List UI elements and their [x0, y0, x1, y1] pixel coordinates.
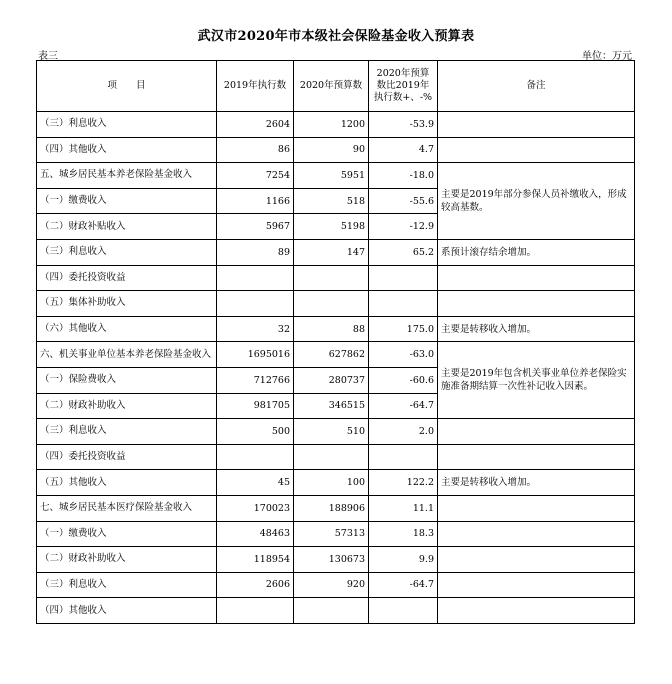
- row-ratio: 18.3: [369, 521, 438, 547]
- row-exec: 118954: [217, 547, 294, 573]
- table-tag: 表三: [38, 51, 58, 62]
- row-exec: 170023: [217, 495, 294, 521]
- row-remark: [438, 598, 635, 624]
- row-exec: 712766: [217, 367, 294, 393]
- table-row: [37, 521, 635, 547]
- row-name: （五）集体补助收入: [37, 291, 217, 317]
- row-ratio: 2.0: [369, 419, 438, 445]
- row-exec: [217, 265, 294, 291]
- row-budget: 518: [294, 188, 369, 214]
- page-title: 武汉市2020年市本级社会保险基金收入预算表: [197, 29, 475, 44]
- row-exec: 45: [217, 470, 294, 496]
- row-ratio: [369, 444, 438, 470]
- row-ratio: 11.1: [369, 495, 438, 521]
- remark-pension-public: 主要是2019年包含机关事业单位养老保险实施准备期结算一次性补记收入因素。: [438, 342, 635, 419]
- row-exec: 32: [217, 316, 294, 342]
- row-ratio: 9.9: [369, 547, 438, 573]
- row-ratio: 65.2: [369, 239, 438, 265]
- header-budget-2020: 2020年预算数: [294, 61, 369, 112]
- row-budget: [294, 291, 369, 317]
- row-name: （四）委托投资收益: [37, 444, 217, 470]
- row-budget: [294, 265, 369, 291]
- remark-pension-rural: 主要是2019年部分参保人员补缴收入，形成较高基数。: [438, 163, 635, 240]
- row-remark: [438, 444, 635, 470]
- row-name: （四）委托投资收益: [37, 265, 217, 291]
- table-row: [37, 265, 635, 291]
- row-name: （三）利息收入: [37, 112, 217, 138]
- table-row: [37, 239, 635, 265]
- row-ratio: -64.7: [369, 393, 438, 419]
- row-ratio: 4.7: [369, 137, 438, 163]
- row-remark: [438, 547, 635, 573]
- row-exec: 1166: [217, 188, 294, 214]
- row-name: 六、机关事业单位基本养老保险基金收入: [37, 342, 217, 368]
- remark-transfer-2: 主要是转移收入增加。: [438, 470, 635, 496]
- row-exec: 1695016: [217, 342, 294, 368]
- table-row: [37, 163, 635, 189]
- table-row: [37, 572, 635, 598]
- row-exec: 7254: [217, 163, 294, 189]
- income-budget-table: [36, 60, 635, 624]
- row-exec: [217, 444, 294, 470]
- row-ratio: 175.0: [369, 316, 438, 342]
- row-budget: 510: [294, 419, 369, 445]
- row-ratio: -55.6: [369, 188, 438, 214]
- row-exec: 500: [217, 419, 294, 445]
- table-row: [37, 112, 635, 138]
- table-row: [37, 316, 635, 342]
- row-name: （四）其他收入: [37, 137, 217, 163]
- row-name: （二）财政补助收入: [37, 547, 217, 573]
- row-remark: [438, 495, 635, 521]
- row-exec: 48463: [217, 521, 294, 547]
- row-ratio: -63.0: [369, 342, 438, 368]
- header-exec-2019: 2019年执行数: [217, 61, 294, 112]
- row-name: （一）缴费收入: [37, 521, 217, 547]
- row-budget: [294, 444, 369, 470]
- row-exec: 2606: [217, 572, 294, 598]
- table-row: [37, 342, 635, 368]
- row-ratio: [369, 598, 438, 624]
- table-row: [37, 547, 635, 573]
- row-remark: [438, 572, 635, 598]
- row-exec: [217, 598, 294, 624]
- row-ratio: 122.2: [369, 470, 438, 496]
- table-row: [37, 419, 635, 445]
- row-remark: [438, 419, 635, 445]
- table-row: [37, 444, 635, 470]
- row-name: （五）其他收入: [37, 470, 217, 496]
- row-budget: 1200: [294, 112, 369, 138]
- row-exec: 981705: [217, 393, 294, 419]
- row-name: 七、城乡居民基本医疗保险基金收入: [37, 495, 217, 521]
- row-exec: 89: [217, 239, 294, 265]
- row-exec: 2604: [217, 112, 294, 138]
- remark-transfer-1: 主要是转移收入增加。: [438, 316, 635, 342]
- row-ratio: -64.7: [369, 572, 438, 598]
- table-row: [37, 598, 635, 624]
- remark-rolling-interest: 系预计滚存结余增加。: [438, 239, 635, 265]
- header-remark: 备注: [438, 61, 635, 112]
- row-budget: 57313: [294, 521, 369, 547]
- header-ratio: 2020年预算数比2019年执行数+、-%: [369, 61, 438, 112]
- unit-label: 单位：万元: [582, 51, 632, 62]
- row-name: （一）缴费收入: [37, 188, 217, 214]
- row-budget: 100: [294, 470, 369, 496]
- row-budget: 346515: [294, 393, 369, 419]
- row-remark: [438, 137, 635, 163]
- row-budget: 147: [294, 239, 369, 265]
- row-name: （四）其他收入: [37, 598, 217, 624]
- row-remark: [438, 521, 635, 547]
- row-budget: 627862: [294, 342, 369, 368]
- table-row: [37, 495, 635, 521]
- row-ratio: [369, 291, 438, 317]
- row-exec: 5967: [217, 214, 294, 240]
- row-exec: [217, 291, 294, 317]
- row-ratio: -53.9: [369, 112, 438, 138]
- table-row: [37, 470, 635, 496]
- table-row: [37, 137, 635, 163]
- row-budget: 90: [294, 137, 369, 163]
- row-ratio: -12.9: [369, 214, 438, 240]
- row-name: （二）财政补贴收入: [37, 214, 217, 240]
- row-budget: 920: [294, 572, 369, 598]
- row-name: （三）利息收入: [37, 419, 217, 445]
- row-ratio: -60.6: [369, 367, 438, 393]
- row-ratio: [369, 265, 438, 291]
- table-header-row: [37, 61, 635, 112]
- row-name: （三）利息收入: [37, 239, 217, 265]
- row-name: （三）利息收入: [37, 572, 217, 598]
- row-budget: 5951: [294, 163, 369, 189]
- row-budget: 130673: [294, 547, 369, 573]
- row-remark: [438, 112, 635, 138]
- row-remark: [438, 265, 635, 291]
- row-budget: 88: [294, 316, 369, 342]
- row-name: （六）其他收入: [37, 316, 217, 342]
- table-row: [37, 291, 635, 317]
- row-budget: 280737: [294, 367, 369, 393]
- row-name: （二）财政补助收入: [37, 393, 217, 419]
- row-budget: 5198: [294, 214, 369, 240]
- row-budget: [294, 598, 369, 624]
- row-name: （一）保险费收入: [37, 367, 217, 393]
- row-budget: 188906: [294, 495, 369, 521]
- row-remark: [438, 291, 635, 317]
- row-exec: 86: [217, 137, 294, 163]
- header-item: 项 目: [37, 61, 217, 112]
- row-name: 五、城乡居民基本养老保险基金收入: [37, 163, 217, 189]
- row-ratio: -18.0: [369, 163, 438, 189]
